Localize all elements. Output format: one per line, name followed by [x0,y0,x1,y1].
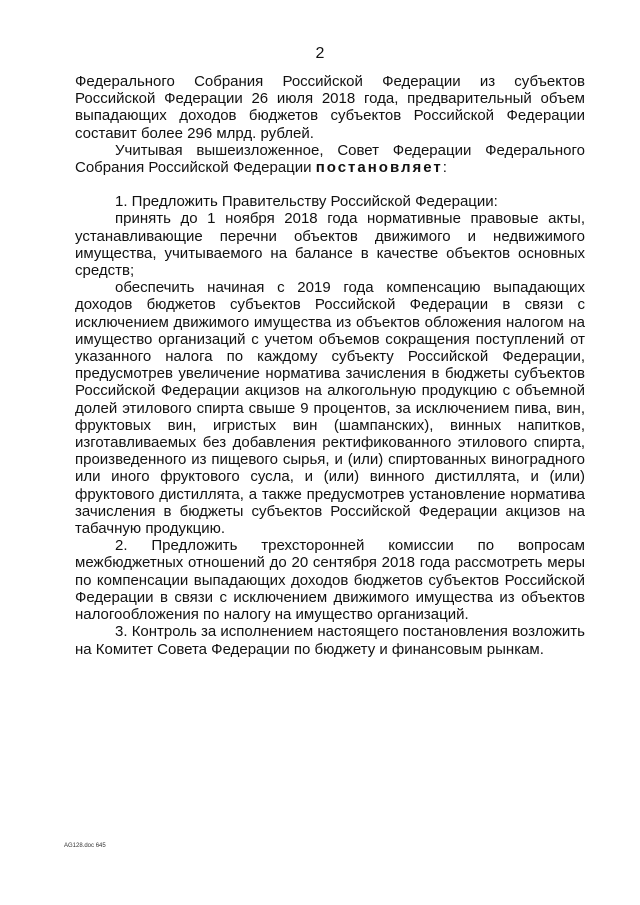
resolves-keyword: постановляет [315,159,443,177]
clause-1-heading: 1. Предложить Правительству Российской Федерации: [115,193,498,211]
clause-3: 3. Контроль за исполнением настоящего постановления возложить на Комитет Совета Федерации по бюджету и финансовым рынкам. [75,623,585,658]
preamble-text: Учитывая вышеизложенное, Совет Федерации Федерального Собрания Российской Федерации [75,141,585,177]
clause-2: 2. Предложить трехсторонней комиссии по вопросам межбюджетных отношений до 20 сентября 2018 года рассмотреть меры по компенсации выпадающих доходов бюджетов субъектов Российской Федерации в связи с исключением движимого имущества из объектов налогообложения по налогу на имущество организаций. [75,537,585,624]
clause-1-item-1: принять до 1 ноября 2018 года нормативные правовые акты, устанавливающие перечни объектов движимого и недвижимого имущества, учитываемого на балансе в качестве объектов основных средств; [75,210,585,280]
resolves-colon: : [442,159,447,177]
document-body [75,73,585,658]
page-number: 2 [315,45,325,62]
paragraph-preamble [75,142,585,176]
footer-doc-code: AG128.doc 645 [64,843,106,849]
paragraph-continuation: Федерального Собрания Российской Федерации из субъектов Российской Федерации 26 июля 2018 года, предварительный объем выпадающих доходов бюджетов субъектов Российской Федерации составит более 296 млрд. рублей. [75,73,585,142]
clause-1-item-2: обеспечить начиная с 2019 года компенсацию выпадающих доходов бюджетов субъектов Российской Федерации в связи с исключением движимого имущества из объектов обложения налогом на имущество организаций с учетом объемов сокращения поступлений от указанного налога по каждому субъекту Российской Федерации, предусмотрев увеличение норматива зачисления в бюджеты субъектов Российской Федерации акцизов на алкогольную продукцию с объемной долей этилового спирта свыше 9 процентов, за исключением пива, вин, фруктовых вин, игристых вин (шампанских), винных напитков, изготавливаемых без добавления ректификованного этилового спирта, произведенного из пищевого сырья, и (или) спиртованных виноградного или иного фруктового сусла, и (или) винного дистиллята, и (или) фруктового дистиллята, а также предусмотрев установление норматива зачисления в бюджеты субъектов Российской Федерации акцизов на табачную продукцию. [75,279,585,538]
